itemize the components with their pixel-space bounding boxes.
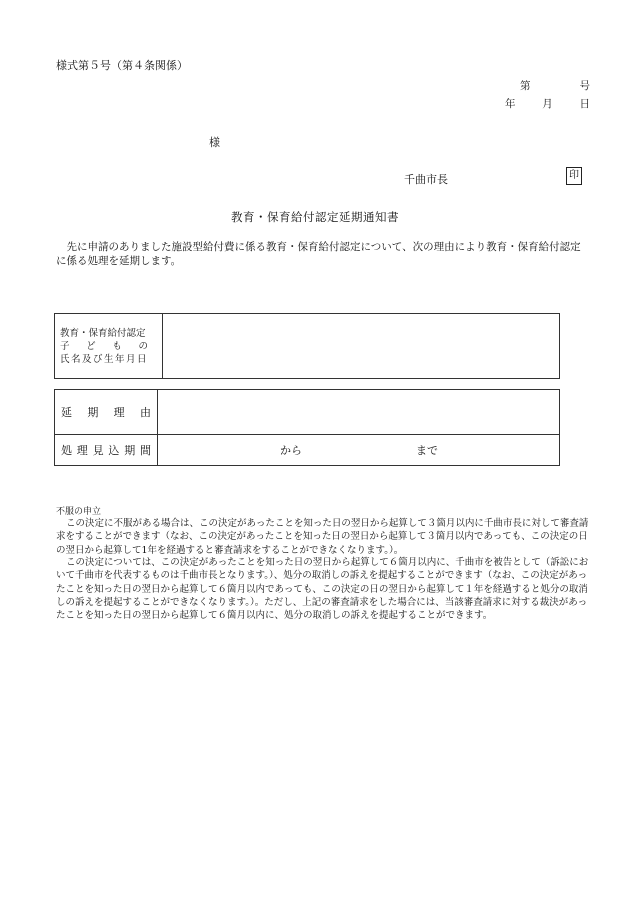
appeal-paragraph-2: この決定については、この決定があったことを知った日の翌日から起算して６箇月以内に、千曲市を被告として（訴訟において千曲市を代表するものは千曲市長となります。）、処分の取消しの訴えを提起することができます（なお、この決定があったことを知った日の翌日から起算して６箇月以内であっても、この決定の日の翌日から起算して１年を経過すると処分の取消しの訴えを提起することができなくなります。）。ただし、上記の審査請求をした場合には、当該審査請求に対する裁決があったことを知った日の翌日から起算して６箇月以内に、処分の取消しの訴えを提起することができます。 [56,557,589,622]
child-label-line1: 教育・保育給付認定 [60,327,146,339]
reason-label-char: 理 [113,406,125,419]
appeal-heading: 不服の申立 [56,507,102,517]
period-label [55,435,158,466]
child-label-char: も [112,340,122,352]
period-to: まで [416,444,438,457]
period-label-char: 間 [139,444,151,457]
document-number-line [520,78,590,93]
reason-label [55,390,158,435]
reason-label-char: 延 [61,406,72,419]
child-info-label [55,314,163,379]
child-info-table [54,313,560,379]
reason-label-char: 由 [139,406,151,419]
date-line [505,96,590,111]
date-month: 月 [542,98,553,110]
child-label-char: の [138,340,148,352]
document-title: 教育・保育給付認定延期通知書 [231,210,399,224]
child-label-line2 [60,340,148,353]
issuer-name: 千曲市長 [404,173,448,186]
reason-field[interactable] [158,390,560,435]
date-day: 日 [579,98,590,110]
period-label-char: 見 [92,444,104,457]
addressee-honorific: 様 [209,136,220,149]
child-info-field[interactable] [163,314,560,379]
period-label-char: 期 [124,444,136,457]
number-prefix: 第 [520,80,531,92]
reason-label-char: 期 [87,406,99,419]
number-suffix: 号 [579,80,590,92]
appeal-paragraph-1: この決定に不服がある場合は、この決定があったことを知った日の翌日から起算して３箇月以内に千曲市長に対して審査請求をすることができます（なお、この決定があったことを知った日の翌日から起算して３箇月以内であっても、この決定の日の翌日から起算して1年を経過すると審査請求をすることができなくなります。）。 [56,518,589,556]
period-label-char: 理 [76,444,88,457]
period-field[interactable] [158,435,560,466]
period-label-char: 処 [61,444,72,457]
seal-stamp: 印 [566,167,582,185]
date-year: 年 [505,98,516,110]
form-number: 様式第５号（第４条関係） [56,59,188,72]
body-text: 先に申請のありました施設型給付費に係る教育・保育給付認定について、次の理由により教育・保育給付認定に係る処理を延期します。 [56,241,581,267]
period-from: から [280,444,302,457]
postponement-table [54,389,560,466]
child-label-line3: 氏名及び生年月日 [60,353,149,365]
child-label-char: 子 [60,340,70,352]
child-label-char: ど [86,340,96,352]
period-label-char: 込 [108,444,120,457]
